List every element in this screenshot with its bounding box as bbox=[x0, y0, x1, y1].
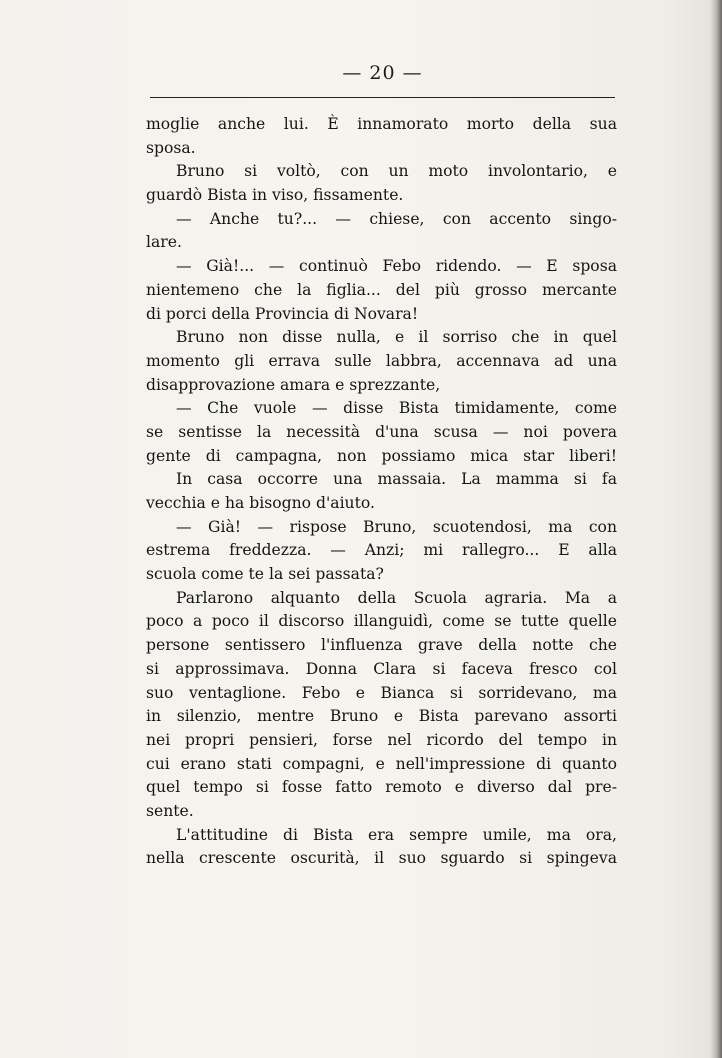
text-line: — Anche tu?... — chiese, con accento singo- bbox=[176, 209, 617, 228]
text-line: sente. bbox=[146, 801, 194, 820]
text-line: persone sentissero l'influenza grave della notte che bbox=[146, 636, 617, 655]
text-line: quel tempo si fosse fatto remoto e diverso dal pre- bbox=[146, 778, 617, 797]
text-line: lare. bbox=[146, 233, 182, 252]
text-line: di porci della Provincia di Novara! bbox=[146, 304, 419, 323]
text-line: moglie anche lui. È innamorato morto della sua bbox=[146, 115, 617, 133]
text-line: sposa. bbox=[146, 138, 196, 157]
text-line: poco a poco il discorso illanguidì, come se tutte quelle bbox=[146, 612, 617, 631]
text-line: vecchia e ha bisogno d'aiuto. bbox=[146, 494, 375, 512]
text-line: guardò Bista in viso, fissamente. bbox=[146, 186, 404, 205]
text-line: L'attitudine di Bista era sempre umile, ma ora, bbox=[176, 825, 617, 844]
text-line: Parlarono alquanto della Scuola agraria. Ma a bbox=[176, 588, 617, 607]
text-line: nella crescente oscurità, il suo sguardo si spingeva bbox=[146, 849, 617, 868]
text-line: nientemeno che la figlia... del più grosso mercante bbox=[146, 280, 617, 299]
text-line: disapprovazione amara e sprezzante, bbox=[146, 375, 441, 394]
text-line: scuola come te la sei passata? bbox=[146, 565, 384, 584]
text-line: — Che vuole — disse Bista timidamente, come bbox=[176, 399, 617, 418]
text-line: Bruno non disse nulla, e il sorriso che in quel bbox=[176, 328, 617, 347]
page-edge-shadow bbox=[710, 0, 722, 1058]
text-line: — Già! — rispose Bruno, scuotendosi, ma con bbox=[176, 517, 617, 536]
text-line: in silenzio, mentre Bruno e Bista parevano assorti bbox=[146, 707, 617, 726]
page-body-text bbox=[146, 113, 617, 871]
header-rule bbox=[150, 97, 615, 98]
text-line: In casa occorre una massaia. La mamma si fa bbox=[176, 470, 617, 489]
text-line: momento gli errava sulle labbra, accennava ad una bbox=[146, 351, 617, 370]
page-number-header: — 20 — bbox=[342, 62, 423, 84]
text-line: cui erano stati compagni, e nell'impressione di quanto bbox=[146, 754, 617, 773]
text-line: gente di campagna, non possiamo mica star liberi! bbox=[146, 446, 617, 465]
text-line: si approssimava. Donna Clara si faceva fresco col bbox=[146, 659, 617, 678]
text-line: estrema freddezza. — Anzi; mi rallegro... E alla bbox=[146, 541, 617, 560]
text-line: suo ventaglione. Febo e Bianca si sorridevano, ma bbox=[146, 683, 617, 702]
text-line: Bruno si voltò, con un moto involontario, e bbox=[176, 162, 617, 181]
text-line: nei propri pensieri, forse nel ricordo del tempo in bbox=[146, 730, 617, 749]
text-line: — Già!... — continuò Febo ridendo. — E sposa bbox=[176, 257, 617, 276]
text-line: se sentisse la necessità d'una scusa — noi povera bbox=[146, 422, 617, 441]
